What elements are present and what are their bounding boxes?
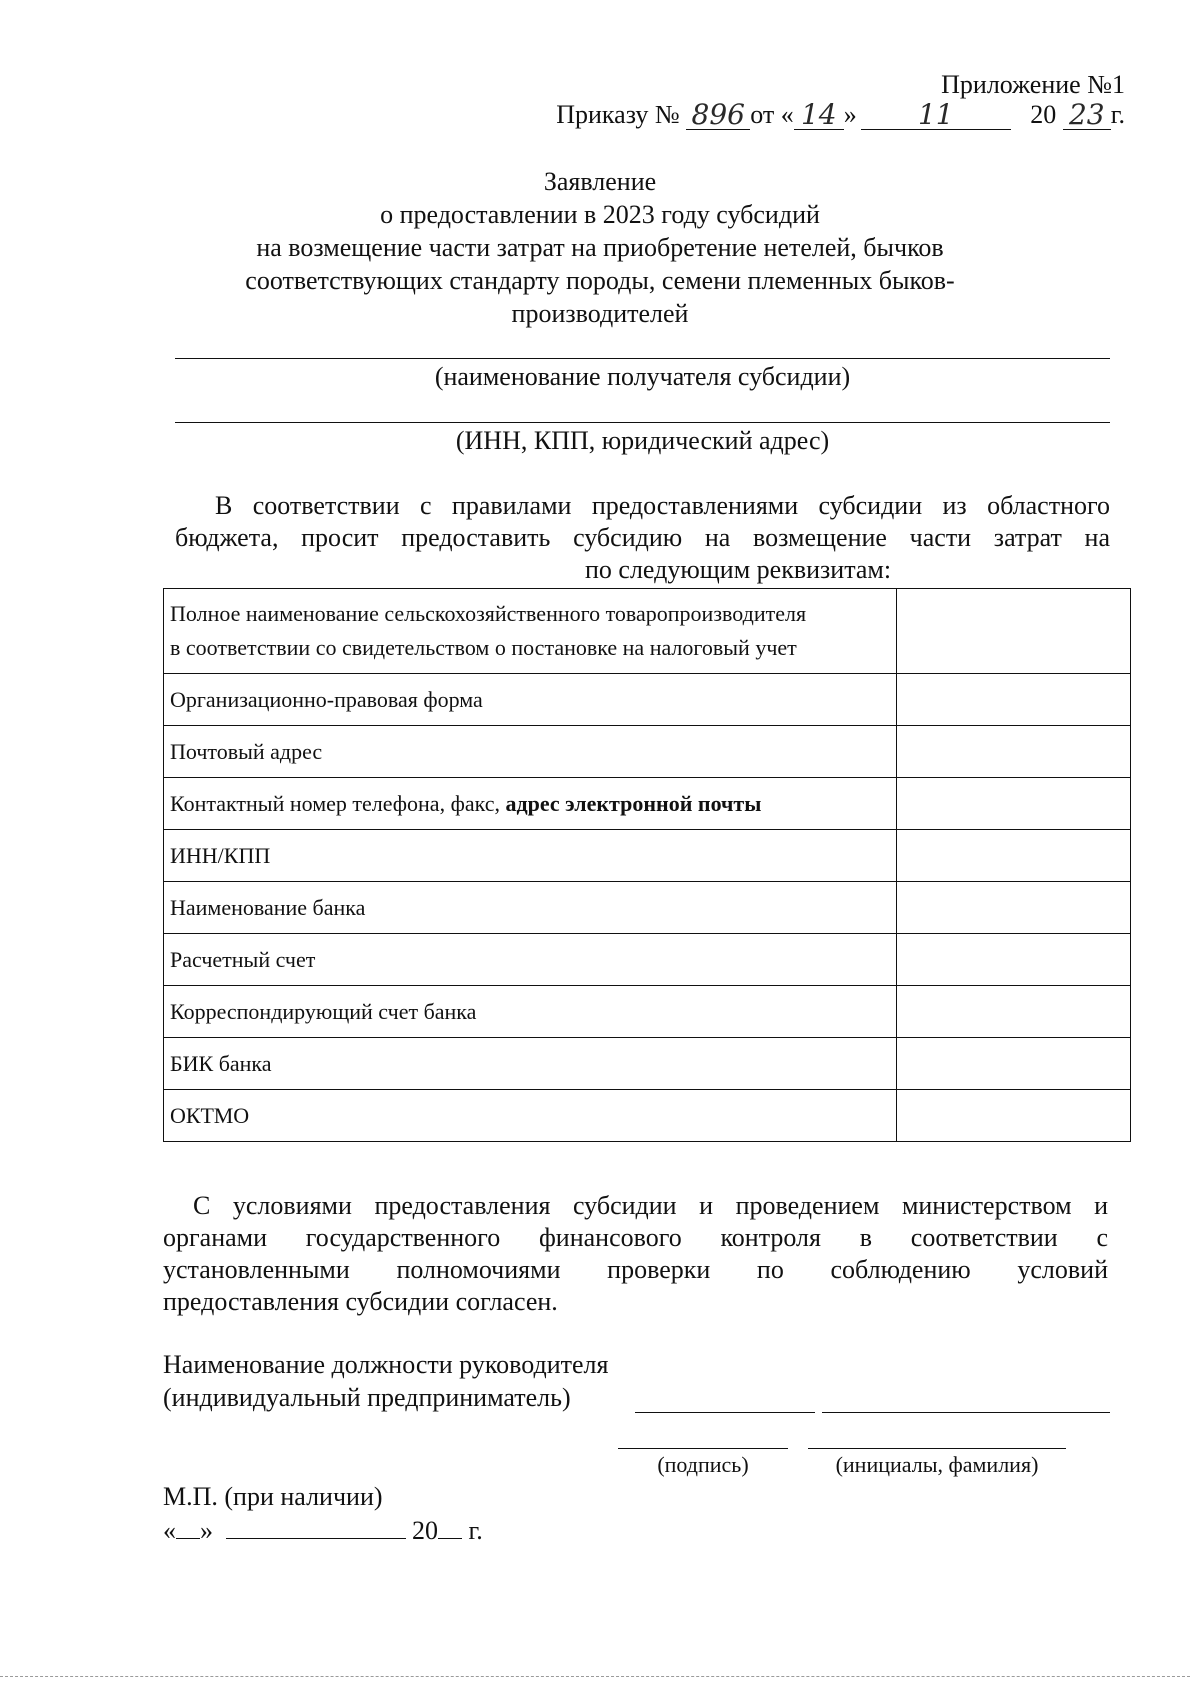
row-label-legal-form: Организационно-правовая форма [164,674,897,726]
title-line-2: о предоставлении в 2023 году субсидий [380,200,820,229]
order-month-field [861,98,1011,131]
order-year-field [1063,98,1111,131]
appendix-label: Приложение №1 [941,70,1125,99]
table-row [164,778,1131,830]
scan-edge-line [0,1676,1190,1677]
value-cell-bank-name[interactable] [897,882,1131,934]
row-label-postal-address: Почтовый адрес [164,726,897,778]
signature-line[interactable] [618,1448,788,1449]
row-label-contacts [164,778,897,830]
order-prefix: Приказу № [556,100,680,129]
date-year-prefix: 20 [412,1516,438,1545]
full-name-caption: (инициалы, фамилия) [835,1452,1039,1477]
date-day-field[interactable] [176,1538,200,1539]
table-row [164,986,1131,1038]
full-name-line-2: в соответствии со свидетельством о постановке на налоговый учет [170,635,797,660]
table-row [164,589,1131,674]
position-signature-line[interactable] [635,1412,815,1413]
row-label-bik: БИК банка [164,1038,897,1090]
date-month-field[interactable] [226,1538,406,1539]
agreement-line-3: установленными полномочиями проверки по соблюдению условий [163,1255,1108,1284]
row-label-oktmo: ОКТМО [164,1090,897,1142]
intro-line-3: по следующим реквизитам: [585,555,892,584]
order-number-field [686,98,750,131]
head-position-line-1: Наименование должности руководителя [163,1350,609,1379]
value-cell-account[interactable] [897,934,1131,986]
agreement-line-1: С условиями предоставления субсидии и проведением министерством и [193,1191,1108,1220]
inn-address-caption: (ИНН, КПП, юридический адрес) [455,426,830,455]
order-day-close: » [843,100,857,129]
value-cell-legal-form[interactable] [897,674,1131,726]
position-name-line[interactable] [822,1412,1110,1413]
value-cell-bik[interactable] [897,1038,1131,1090]
agreement-line-4: предоставления субсидии согласен. [163,1287,558,1316]
table-row [164,1038,1131,1090]
date-year-field[interactable] [438,1538,462,1539]
table-row [164,934,1131,986]
order-day-field [794,98,844,131]
recipient-name-caption: (наименование получателя субсидии) [434,362,851,391]
value-cell-full-name[interactable] [897,589,1131,674]
table-row [164,1090,1131,1142]
signature-caption: (подпись) [657,1452,749,1477]
order-date-open: от « [750,100,794,129]
order-year-prefix: 20 [1030,100,1057,129]
date-open-quote: « [163,1516,176,1545]
recipient-name-line[interactable] [175,358,1110,359]
stamp-label: М.П. (при наличии) [163,1482,383,1511]
full-name-line-1: Полное наименование сельскохозяйственного товаропроизводителя [170,601,807,626]
table-row [164,726,1131,778]
requisites-table [163,588,1131,1142]
row-label-account: Расчетный счет [164,934,897,986]
order-year-unit: г. [1110,100,1125,129]
table-row [164,830,1131,882]
value-cell-contacts[interactable] [897,778,1131,830]
order-day: 14 [800,98,837,131]
row-label-corr-account: Корреспондирующий счет банка [164,986,897,1038]
table-row [164,674,1131,726]
title-line-3: на возмещение части затрат на приобретение нетелей, бычков [256,233,944,262]
stamp-block [163,1480,483,1548]
title-line-5: производителей [511,299,689,328]
intro-line-1: В соответствии с правилами предоставлениями субсидии из областного [215,491,1110,520]
stamp-date [163,1514,483,1548]
email-label: адрес электронной почты [505,790,762,816]
title-line-4: соответствующих стандарту породы, семени племенных быков- [245,266,955,295]
full-name-line[interactable] [808,1448,1066,1449]
row-label-bank-name: Наименование банка [164,882,897,934]
agreement-line-2: органами государственного финансового контроля в соответствии с [163,1223,1108,1252]
value-cell-postal-address[interactable] [897,726,1131,778]
order-month: 11 [917,98,954,131]
document-title [0,165,1200,330]
order-year: 23 [1068,98,1105,131]
intro-line-2: бюджета, просит предоставить субсидию на возмещение части затрат на [175,523,1110,552]
order-reference [556,100,1125,130]
value-cell-corr-account[interactable] [897,986,1131,1038]
value-cell-oktmo[interactable] [897,1090,1131,1142]
order-number: 896 [691,98,745,131]
row-label-full-name [164,589,897,674]
intro-paragraph [175,490,1110,586]
date-close-quote: » [200,1516,213,1545]
head-position-line-2: (индивидуальный предприниматель) [163,1383,571,1412]
date-year-unit: г. [468,1516,483,1545]
title-line-1: Заявление [543,167,657,196]
head-position-label [163,1348,608,1414]
contacts-label: Контактный номер телефона, факс, [170,790,500,816]
inn-address-line[interactable] [175,422,1110,423]
agreement-paragraph [163,1190,1108,1318]
row-label-inn-kpp: ИНН/КПП [164,830,897,882]
value-cell-inn-kpp[interactable] [897,830,1131,882]
table-row [164,882,1131,934]
